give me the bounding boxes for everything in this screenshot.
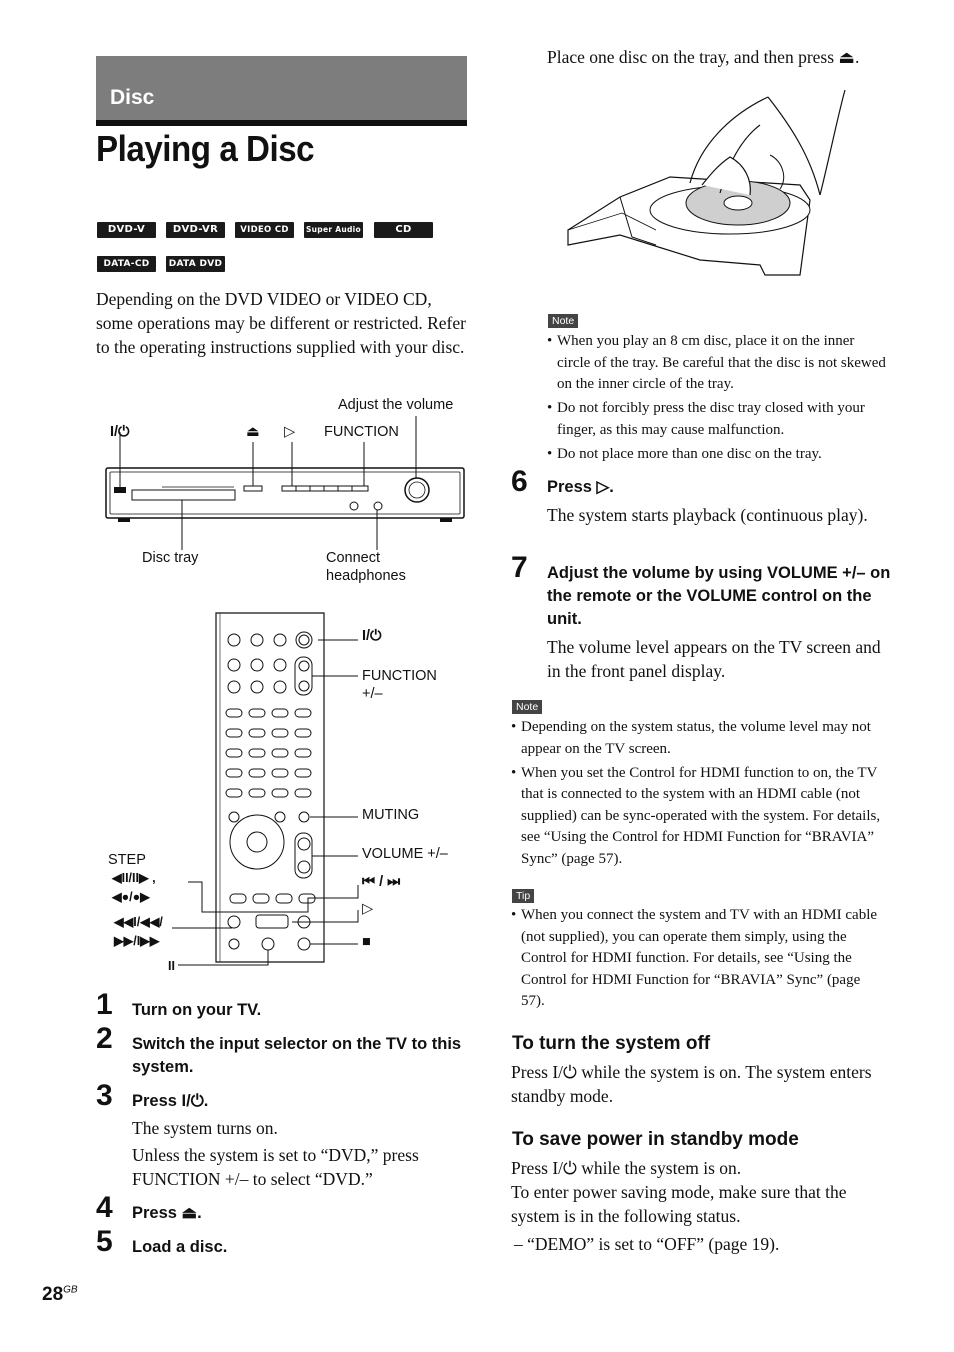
page-number	[42, 1284, 78, 1306]
note-item: • Do not forcibly press the disc tray closed with your finger, as this may cause malfunction.	[547, 398, 887, 441]
format-badge: DVD-VR	[166, 222, 225, 238]
format-badge: DVD-V	[97, 222, 156, 238]
section-rule	[96, 120, 467, 126]
step-number: 5	[96, 1225, 113, 1258]
label-headphones: Connect headphones	[326, 550, 406, 584]
step-number: 3	[96, 1079, 113, 1112]
save-power-text-1: Press I/⏻ while the system is on.	[511, 1158, 742, 1178]
note-list-1	[547, 331, 887, 468]
label-scan-symbols: ◀◀I/◀◀/	[114, 915, 163, 929]
save-power-text-2: To enter power saving mode, make sure that the system is in the following status.	[511, 1182, 847, 1226]
label-step-symbols-2: ◀●/●▶	[112, 890, 150, 904]
note-badge: Note	[548, 314, 578, 328]
label-disc-tray: Disc tray	[142, 550, 199, 566]
subheading-save-power: To save power in standby mode	[512, 1129, 799, 1150]
page-title: Playing a Disc	[96, 128, 315, 169]
step-body: The volume level appears on the TV screen and in the front panel display.	[547, 637, 881, 681]
note-item: • When you play an 8 cm disc, place it on the inner circle of the tray. Be careful that the disc is not skewed on the inner circle of the tray.	[547, 331, 887, 396]
step-number: 4	[96, 1191, 113, 1224]
step-number: 1	[96, 988, 113, 1021]
format-badge: DATA DVD	[166, 256, 225, 272]
label-eject: ⏏	[246, 424, 260, 440]
page-suffix: GB	[63, 1284, 78, 1296]
subheading-turn-off: To turn the system off	[512, 1033, 711, 1054]
label-step: STEP	[108, 852, 146, 868]
section-band	[96, 56, 467, 120]
label-function: FUNCTION	[324, 424, 399, 440]
step-body: The system starts playback (continuous play).	[547, 505, 868, 525]
note-item: • When you set the Control for HDMI function to on, the TV that is connected to the system with an HDMI cable (not supplied) can be sync-operated with the system. For details, see “Using the Control for HDMI Function for “BRAVIA” Sync” (page 57).	[511, 763, 887, 871]
tip-list	[511, 905, 887, 1015]
label-remote-play: ▷	[362, 901, 374, 917]
note-item: • Depending on the system status, the volume level may not appear on the TV screen.	[511, 717, 887, 760]
note-list-2	[511, 717, 887, 873]
step-body: The system turns on.	[132, 1118, 278, 1138]
step-heading: Press ⏏.	[132, 1204, 202, 1222]
step-heading: Press ▷.	[547, 478, 614, 496]
label-step-symbols: ◀II/II▶ ,	[112, 871, 156, 885]
label-remote-power: I/⏻	[362, 628, 382, 644]
step-number: 7	[511, 551, 528, 584]
format-badge: Super Audio CD	[304, 222, 363, 238]
step-heading: Load a disc.	[132, 1238, 228, 1256]
save-power-item: – “DEMO” is set to “OFF” (page 19).	[514, 1234, 780, 1254]
label-power: I/⏻	[110, 424, 130, 440]
tip-badge: Tip	[512, 889, 534, 903]
turn-off-text: Press I/⏻ while the system is on. The system enters standby mode.	[511, 1062, 872, 1106]
disc-tray-illustration	[560, 85, 860, 285]
label-adjust-volume: Adjust the volume	[338, 397, 454, 413]
intro-text: Depending on the DVD VIDEO or VIDEO CD, some operations may be different or restricted. Refer to the operating instructions supplied with your disc.	[96, 289, 466, 357]
label-remote-function: FUNCTION +/–	[362, 668, 437, 702]
note-item: • Do not place more than one disc on the tray.	[547, 444, 887, 466]
step-number: 6	[511, 465, 528, 498]
format-badge: CD	[374, 222, 433, 238]
format-badge: VIDEO CD	[235, 222, 294, 238]
label-volume: VOLUME +/–	[362, 846, 448, 862]
section-label: Disc	[110, 86, 155, 109]
label-muting: MUTING	[362, 807, 420, 823]
tip-item: • When you connect the system and TV with an HDMI cable (not supplied), you can operate them simply, using the Control for HDMI function. For details, see “Using the Control for HDMI Function for “BRAVIA” Sync” (page 57).	[511, 905, 887, 1013]
label-remote-stop: ■	[362, 934, 371, 950]
format-badge: DATA-CD	[97, 256, 156, 272]
step-number: 2	[96, 1022, 113, 1055]
label-play: ▷	[284, 424, 296, 440]
step-heading: Adjust the volume by using VOLUME +/– on the remote or the VOLUME control on the unit.	[547, 564, 891, 628]
label-pause: II	[168, 959, 175, 973]
step-heading: Switch the input selector on the TV to this system.	[132, 1035, 462, 1076]
label-prev-next: ⏮ / ⏭	[362, 874, 401, 890]
load-instruction: Place one disc on the tray, and then press ⏏.	[547, 47, 860, 67]
step-heading: Press I/⏻.	[132, 1092, 209, 1110]
step-body: Unless the system is set to “DVD,” press FUNCTION +/– to select “DVD.”	[132, 1145, 419, 1189]
note-badge: Note	[512, 700, 542, 714]
label-scan-symbols-2: ▶▶/I▶▶	[114, 934, 160, 948]
page-number-value: 28	[42, 1284, 64, 1305]
step-heading: Turn on your TV.	[132, 1001, 262, 1019]
